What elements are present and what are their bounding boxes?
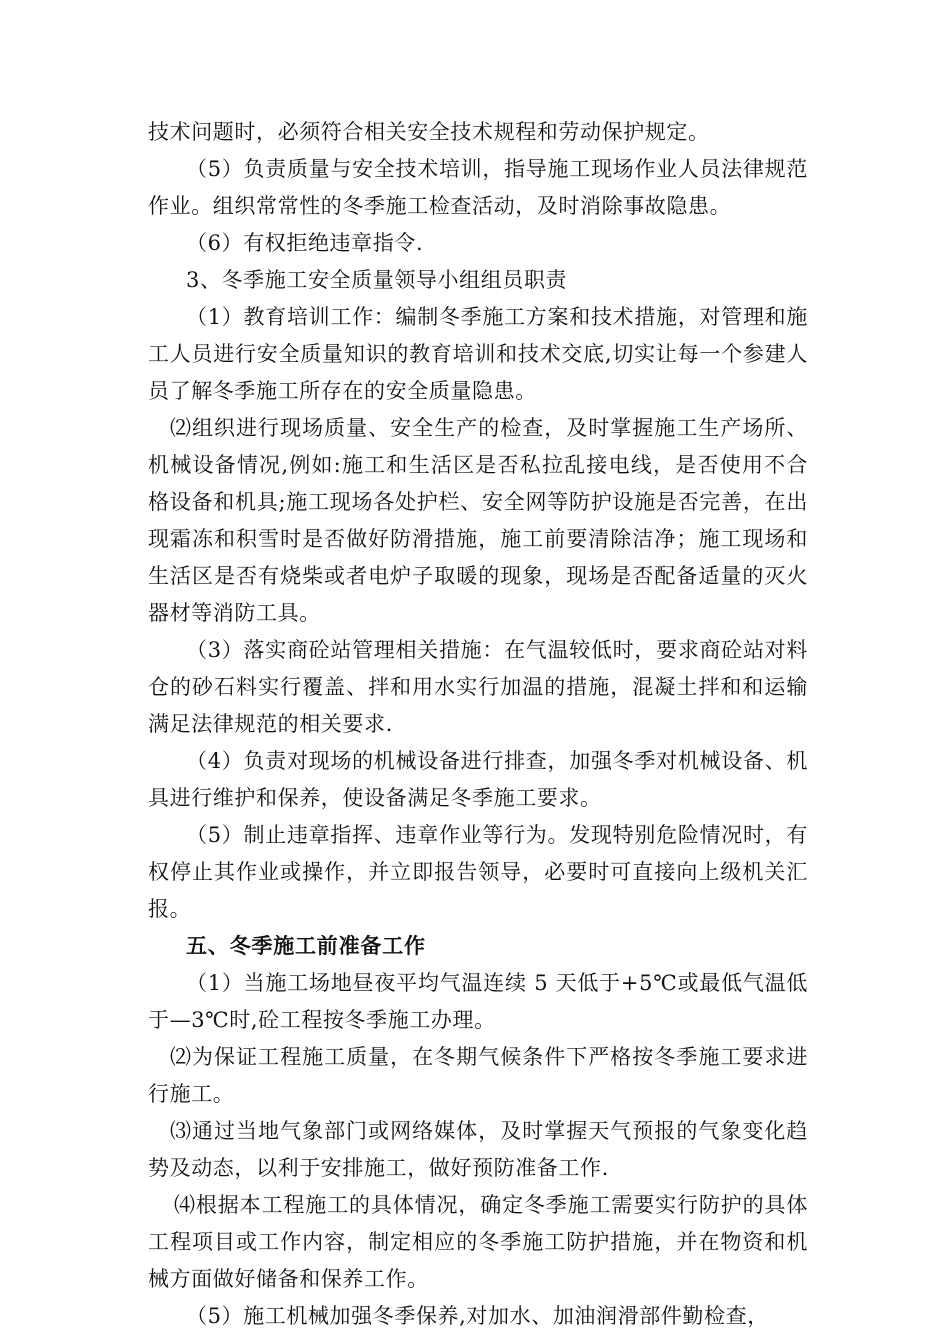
paragraph-item-3-concrete-station: （3）落实商砼站管理相关措施：在气温较低时，要求商砼站对料仓的砂石料实行覆盖、拌和用水实行加温的措施，混凝土拌和和运输满足法律规范的相关要求. [148,638,808,736]
paragraph-item-5-stop-violations: （5）制止违章指挥、违章作业等行为。发现特别危险情况时，有权停止其作业或操作，并立即报告领导，必要时可直接向上级机关汇报。 [148,823,808,921]
paragraph-item-4-equipment: （4）负责对现场的机械设备进行排查，加强冬季对机械设备、机具进行维护和保养，使设备满足冬季施工要求。 [148,749,808,810]
paragraph-prep-5-machinery: （5）施工机械加强冬季保养,对加水、加油润滑部件勤检查， [186,1304,769,1328]
paragraph-item-5-training: （5）负责质量与安全技术培训，指导施工现场作业人员法律规范作业。组织常常性的冬季施工检查活动，及时消除事故隐患。 [148,157,808,218]
paragraph-prep-2-quality: ⑵为保证工程施工质量，在冬期气候条件下严格按冬季施工要求进行施工。 [148,1045,808,1106]
paragraph-prep-3-weather: ⑶通过当地气象部门或网络媒体，及时掌握天气预报的气象变化趋势及动态，以利于安排施工，做好预防准备工作. [148,1119,808,1180]
paragraph-continuation: 技术问题时，必须符合相关安全技术规程和劳动保护规定。 [148,120,710,144]
paragraph-item-6-refuse: （6）有权拒绝违章指令. [186,231,424,255]
paragraph-item-2-inspection: ⑵组织进行现场质量、安全生产的检查，及时掌握施工生产场所、机械设备情况,例如:施工和生活区是否私拉乱接电线，是否使用不合格设备和机具;施工现场各处护栏、安全网等防护设施是否完善，在出现霜冻和积雪时是否做好防滑措施，施工前要清除洁净；施工现场和生活区是否有烧柴或者电炉子取暖的现象，现场是否配备适量的灭火器材等消防工具。 [148,416,808,625]
document-body [148,114,808,1335]
section-subheading-member-duties: 3、冬季施工安全质量领导小组组员职责 [186,268,568,292]
paragraph-prep-4-protection: ⑷根据本工程施工的具体情况，确定冬季施工需要实行防护的具体工程项目或工作内容，制定相应的冬季施工防护措施，并在物资和机械方面做好储备和保养工作。 [148,1193,808,1291]
section-heading-preparation: 五、冬季施工前准备工作 [186,934,426,958]
paragraph-item-1-education: （1）教育培训工作：编制冬季施工方案和技术措施，对管理和施工人员进行安全质量知识的教育培训和技术交底,切实让每一个参建人员了解冬季施工所存在的安全质量隐患。 [148,305,808,403]
paragraph-prep-1-temperature: （1）当施工场地昼夜平均气温连续 5 天低于+5℃或最低气温低于—3℃时,砼工程按冬季施工办理。 [148,971,808,1032]
